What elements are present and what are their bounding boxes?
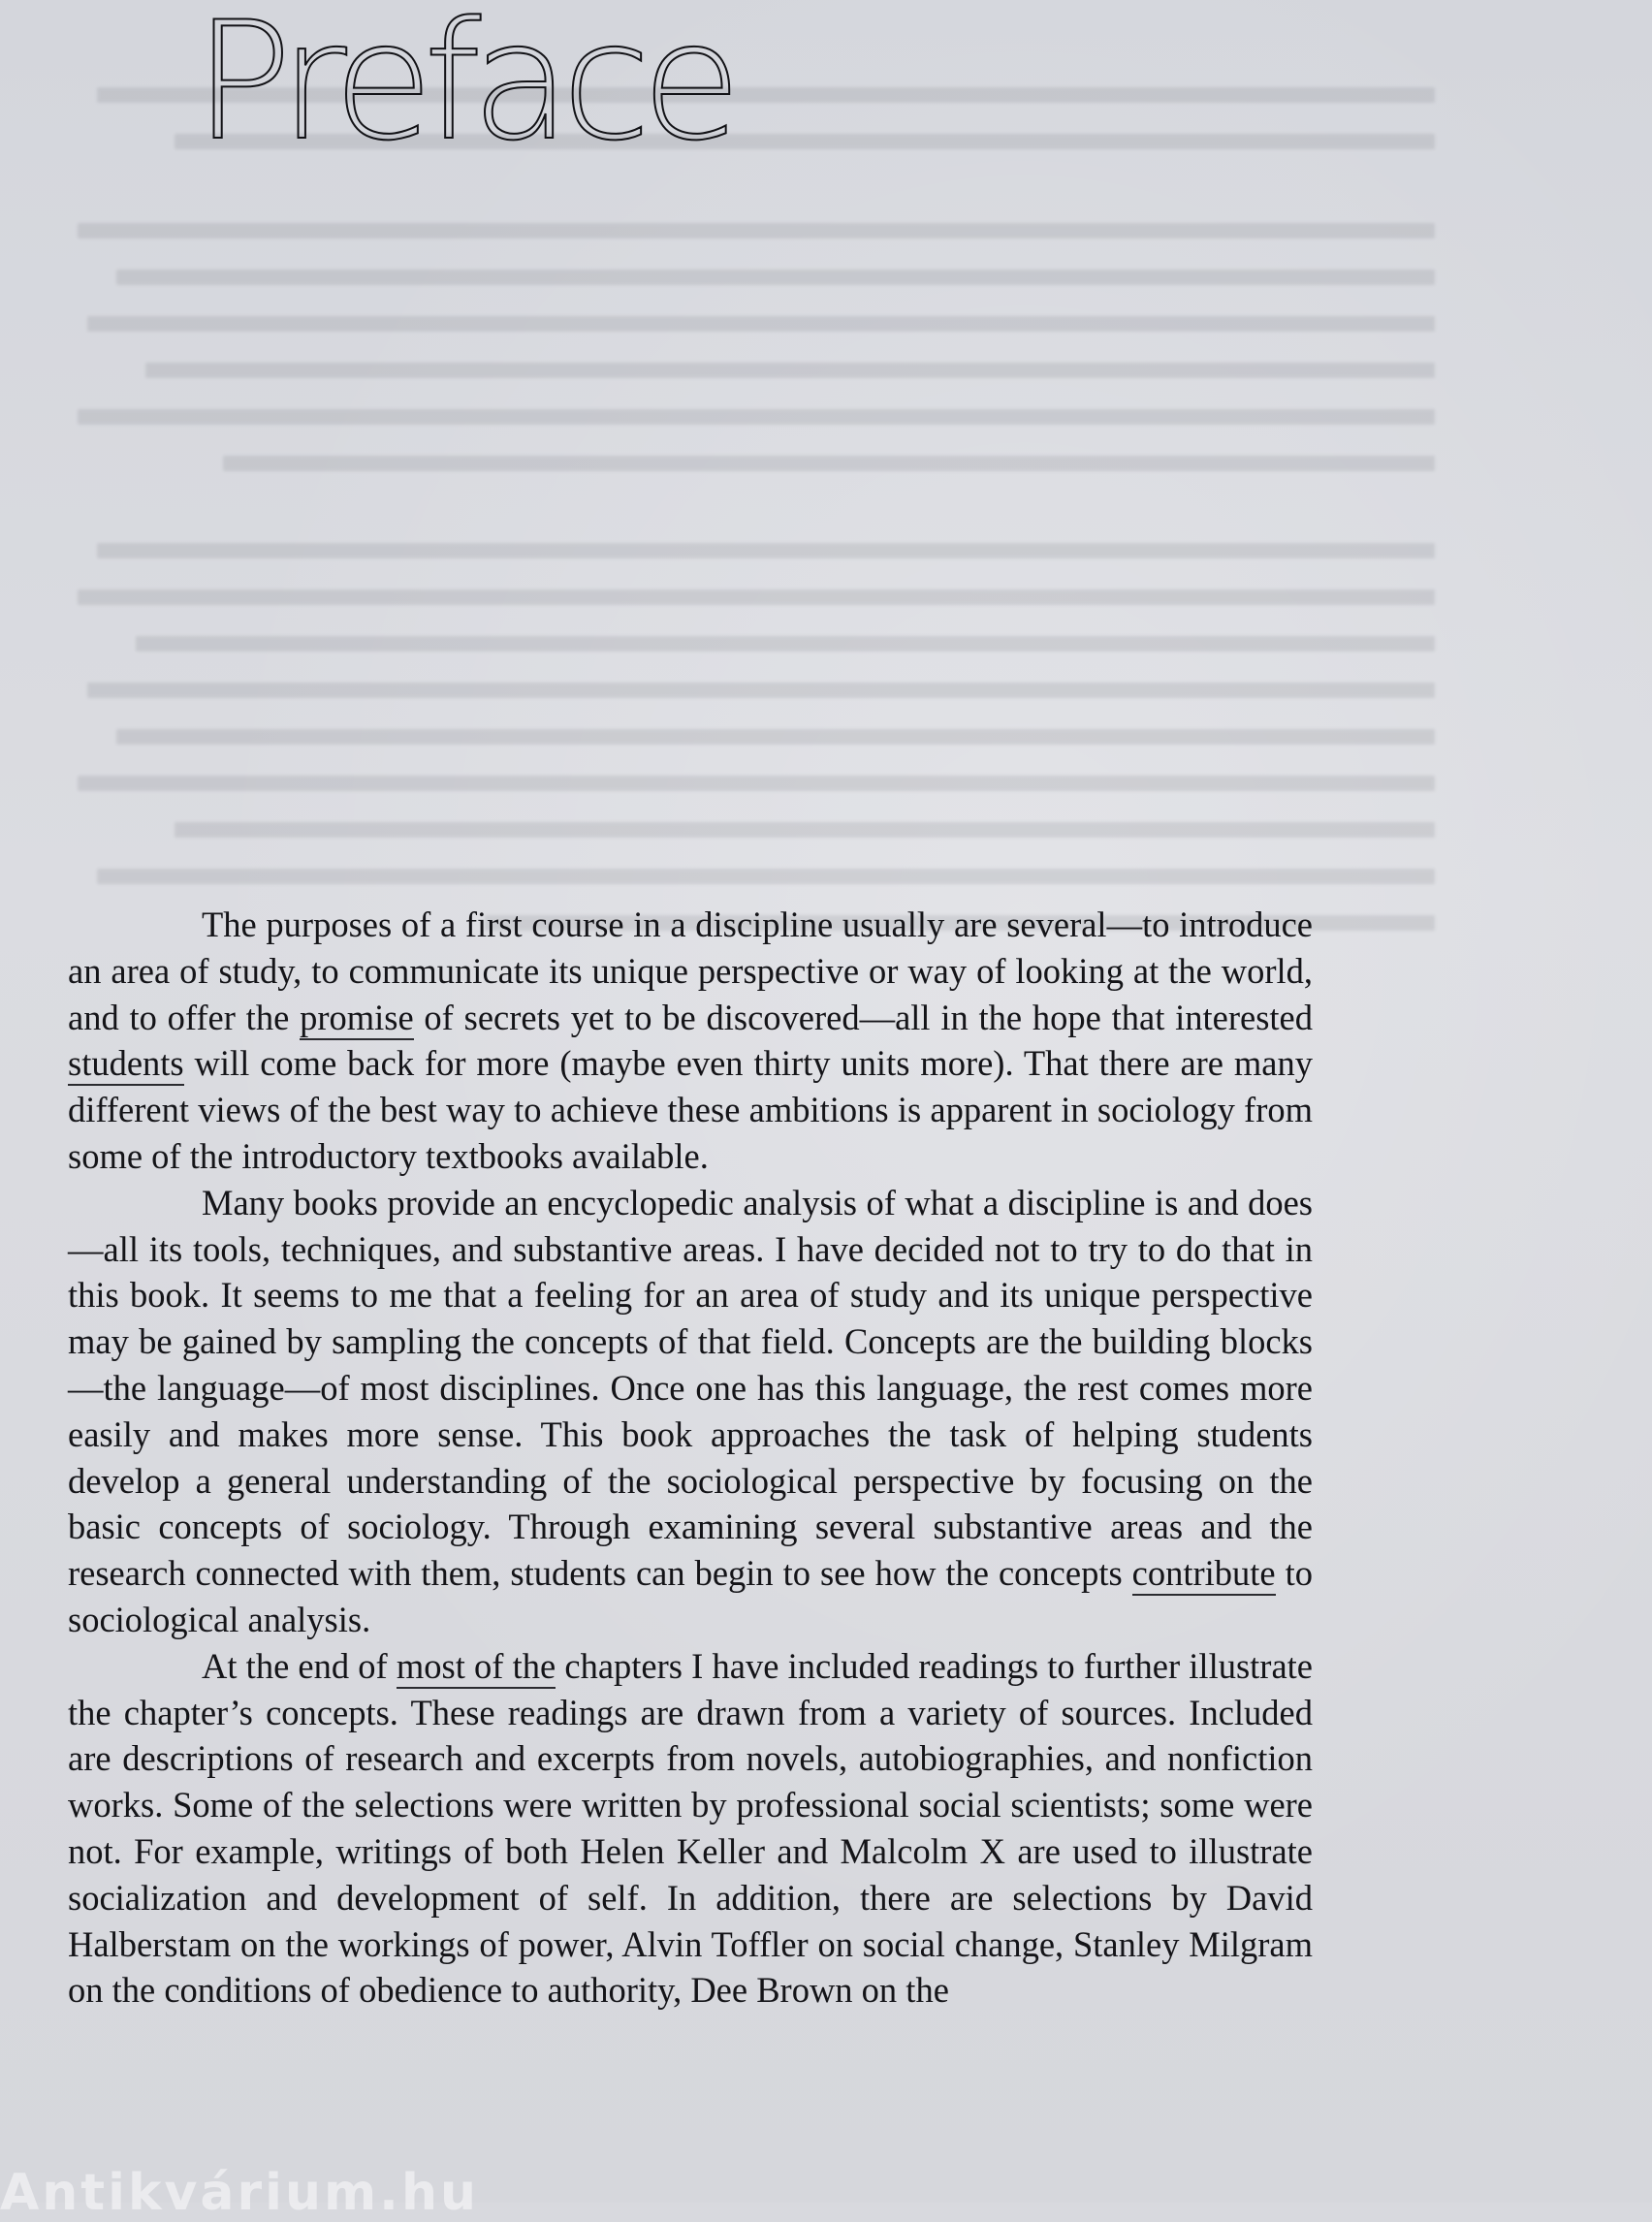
text-run: to sociological analysis. bbox=[68, 1553, 1313, 1639]
paragraph-2 bbox=[68, 1180, 1313, 1643]
underlined-word-contribute: contribute bbox=[1132, 1553, 1276, 1596]
page-title: Preface bbox=[194, 0, 732, 176]
underlined-phrase-most-of-the: most of the bbox=[397, 1646, 556, 1689]
text-run: chapters I have included readings to further illustrate the chapter’s concepts. These readings are drawn from a variety of sources. Included are descriptions of research and excerpts from novels, autobiographies, and nonfiction works. Some of the selections were written by professional social scientists; some were not. For example, writings of both Helen Keller and Malcolm X are used to illustrate socialization and development of self. In addition, there are selections by David Halberstam on the workings of power, Alvin Toffler on social change, Stanley Milgram on the conditions of obedience to authority, Dee Brown on the bbox=[68, 1645, 1313, 2011]
paragraph-3 bbox=[68, 1643, 1313, 2014]
body-text bbox=[68, 902, 1313, 2014]
text-run: Many books provide an encyclopedic analysis of what a discipline is and does—all its tools, techniques, and substantive areas. I have decided not to try to do that in this book. It seems to me that a feeling for an area of study and its unique perspective may be gained by sampling the concepts of that field. Concepts are the building blocks—the language—of most disciplines. Once one has this language, the rest comes more easily and makes more sense. This book approaches the task of helping students develop a general understanding of the sociological perspective by focusing on the basic concepts of sociology. Through examining several substantive areas and the research connected with them, students can begin to see how the concepts bbox=[68, 1182, 1313, 1594]
underlined-word-promise: promise bbox=[300, 998, 414, 1040]
paragraph-1 bbox=[68, 902, 1313, 1180]
underlined-word-students: students bbox=[68, 1043, 184, 1086]
text-run: of secrets yet to be discovered—all in the hope that interested bbox=[413, 997, 1313, 1037]
text-run: At the end of bbox=[202, 1645, 397, 1686]
show-through-text bbox=[58, 78, 1435, 969]
text-run: will come back for more (maybe even thirty units more). That there are many different views of the best way to achieve these ambitions is apparent in sociology from some of the introductory textbooks available. bbox=[68, 1043, 1313, 1176]
text-run: The purposes of a first course in a discipline usually are several—to introduce an area of study, to communicate its unique perspective or way of looking at the world, and to offer the bbox=[68, 905, 1313, 1037]
watermark: Antikvárium.hu bbox=[0, 2164, 479, 2222]
